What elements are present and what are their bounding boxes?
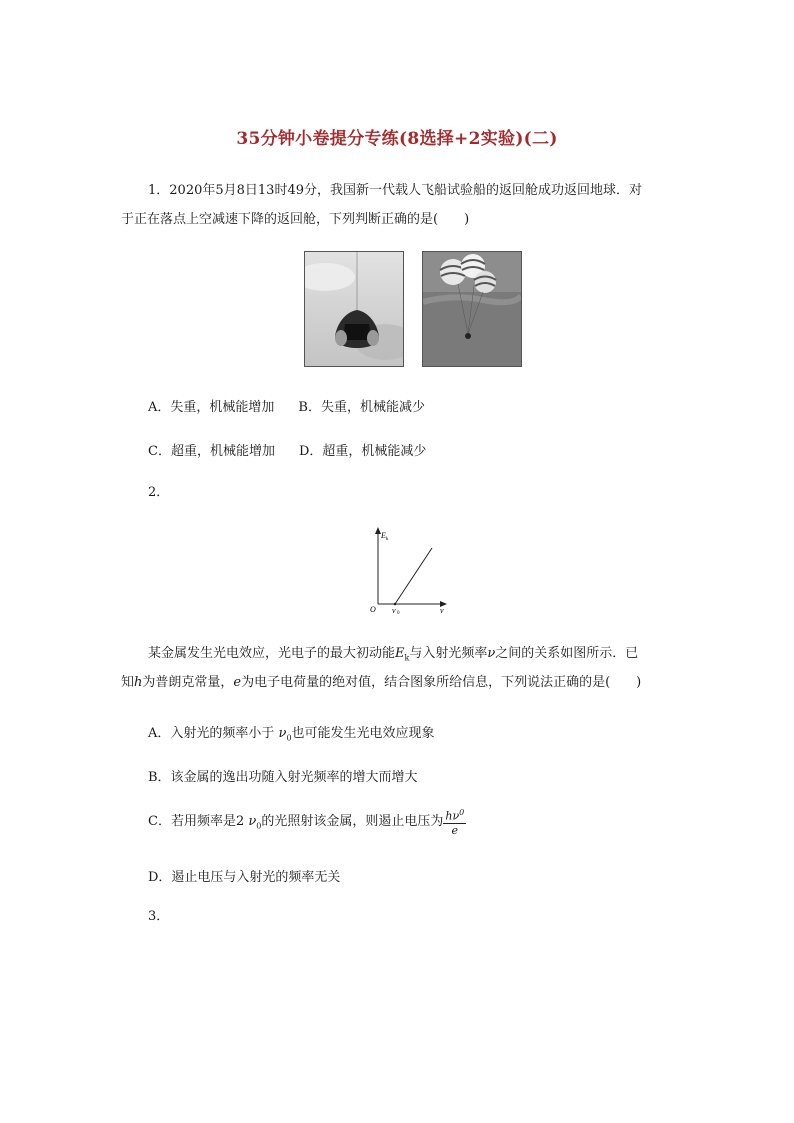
x0-label: ν [392,606,396,615]
parachute-landing-photo [422,251,522,367]
q3-number: 3． [148,909,170,924]
stopping-voltage-fraction: $\frac{h\nu^0}{e}$ [445,808,465,837]
q2-option-b[interactable]: B．该金属的逸出功随入射光频率的增大而增大 [148,770,418,785]
q1-option-c[interactable]: C．超重，机械能增加 [148,444,275,459]
q2-number: 2． [148,485,170,500]
q1-stem-line1: 1．2020年5月8日13时49分，我国新一代载人飞船试验船的返回舱成功返回地球．对 [148,183,642,198]
page-title: 35分钟小卷提分专练(8选择+2实验)(二) [236,129,558,149]
q2-option-d[interactable]: D．遏止电压与入射光的频率无关 [148,870,341,885]
q1-option-b[interactable]: B．失重，机械能减少 [298,400,425,415]
q2-stem-line1: 某金属发生光电效应，光电子的最大初动能$E_k$与入射光频率ν之间的关系如图所示．已 [148,646,639,663]
x-axis-label: ν [440,606,444,615]
q1-options-row2 [148,440,426,459]
q1-option-d[interactable]: D．超重，机械能减少 [298,444,427,459]
y-axis-label: E [381,531,386,540]
q1-stem-line2: 于正在落点上空减速下降的返回舱，下列判断正确的是( ) [121,212,470,227]
q1-option-a[interactable]: A．失重，机械能增加 [148,400,275,415]
ek-frequency-graph [366,524,452,616]
q2-option-a[interactable]: A．入射光的频率小于 $\nu_0$也可能发生光电效应现象 [148,726,435,743]
q2-stem-line2: 知h为普朗克常量，e为电子电荷量的绝对值，结合图象所给信息，下列说法正确的是( ) [121,675,642,690]
x0-sub: 0 [397,611,400,616]
origin-label: O [370,605,376,614]
nu-symbol: ν [487,646,496,661]
capsule-descent-photo [304,251,404,367]
y-axis-sub: k [386,537,389,542]
ek-symbol: E [395,646,405,661]
q2-option-c[interactable]: C．若用频率是2 $\nu_0$的光照射该金属，则遏止电压为 $\frac{h\nu^0}{e}$ [148,808,465,837]
q1-options-row1 [148,396,425,415]
